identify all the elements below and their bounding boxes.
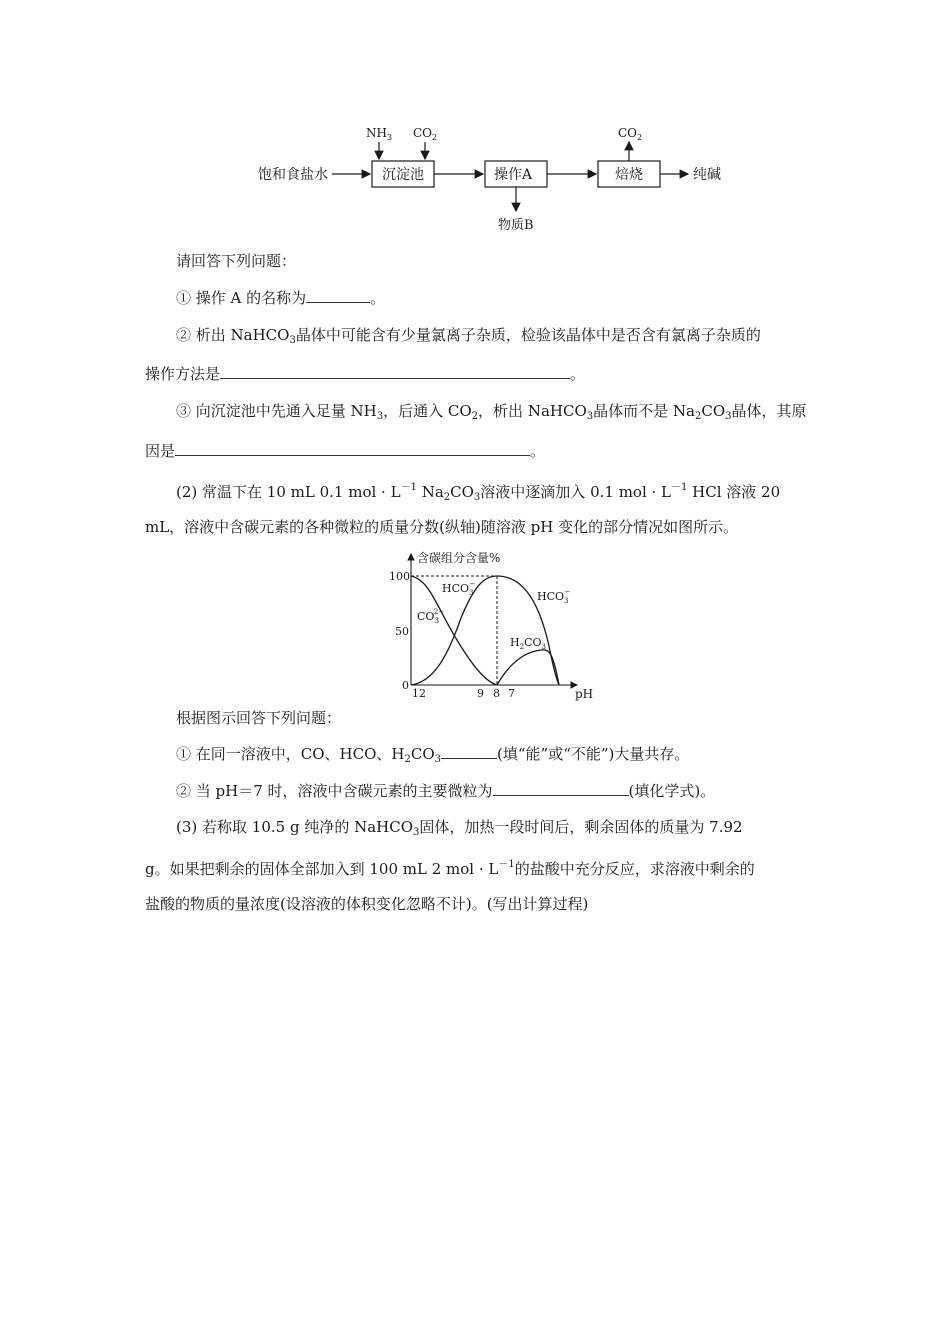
p2-l1-sup1: －1 bbox=[400, 482, 417, 493]
part2-q1-blank[interactable] bbox=[441, 744, 497, 759]
part2-q2-blank[interactable] bbox=[493, 781, 629, 796]
p2-l1-c: CO bbox=[450, 483, 474, 501]
box-calcine-label: 焙烧 bbox=[615, 167, 643, 183]
p2-l1-a: (2) 常温下在 10 mL 0.1 mol · L bbox=[176, 483, 401, 501]
flow-input-label: 饱和食盐水 bbox=[258, 167, 328, 183]
co2-in-label: $CO_2$ bbox=[413, 126, 438, 142]
q3-a-sub: 3 bbox=[376, 411, 384, 422]
part2-line2: mL，溶液中含碳元素的各种微粒的质量分数(纵轴)随溶液 pH 变化的部分情况如图所示。 bbox=[145, 518, 739, 536]
label-carbonate: $CO_32-$ bbox=[417, 608, 445, 625]
part1-q1-end: 。 bbox=[370, 289, 386, 307]
q3-b: ，后通入 CO bbox=[383, 402, 472, 420]
y-tick-50: 50 bbox=[395, 625, 409, 638]
p2-l1-sup2: －1 bbox=[671, 482, 688, 493]
q3-b-sub: 2 bbox=[471, 411, 479, 422]
p2-l1-d: 溶液中逐滴加入 0.1 mol · L bbox=[480, 483, 672, 501]
part1-q2-line1 bbox=[176, 324, 810, 352]
part2-q1 bbox=[176, 743, 810, 771]
q3-c: ，析出 NaHCO bbox=[478, 402, 587, 420]
part3-line1 bbox=[176, 816, 810, 844]
box-precipitation-tank-label: 沉淀池 bbox=[382, 167, 424, 183]
part3-line2 bbox=[145, 854, 810, 880]
p2-q2-end: (填化学式)。 bbox=[628, 782, 716, 800]
part1-q3-line1 bbox=[176, 400, 810, 428]
part2-line1 bbox=[176, 477, 810, 509]
co2-out-label: $CO_2$ bbox=[618, 126, 643, 142]
p2-q1-end: (填“能”或“不能”)大量共存。 bbox=[497, 745, 690, 763]
part3-line3: 盐酸的物质的量浓度(设溶液的体积变化忽略不计)。(写出计算过程) bbox=[145, 895, 589, 913]
flow-output-label: 纯碱 bbox=[693, 167, 721, 183]
p2-l1-e: HCl 溶液 20 bbox=[687, 483, 781, 501]
p3-l2-sup: －1 bbox=[498, 859, 515, 870]
p3-l1-b: 固体，加热一段时间后，剩余固体的质量为 7.92 bbox=[419, 818, 743, 836]
q3-c-sub: 3 bbox=[586, 411, 594, 422]
q3-a: ③ 向沉淀池中先通入足量 NH bbox=[176, 402, 377, 420]
p2-q1-a: ① 在同一溶液中，CO、HCO、H bbox=[176, 745, 405, 763]
part2-q2 bbox=[176, 780, 810, 802]
byproduct-label: 物质B bbox=[498, 218, 534, 233]
part1-q1 bbox=[176, 287, 810, 309]
q2-line2-text: 操作方法是 bbox=[145, 365, 221, 383]
part2-intro: 根据图示回答下列问题： bbox=[176, 709, 342, 727]
q3-end: 。 bbox=[530, 442, 546, 460]
nh3-label: $NH_3$ bbox=[366, 126, 393, 142]
p2-q1-sub2: 3 bbox=[434, 754, 442, 765]
p2-q2-a: ② 当 pH＝7 时，溶液中含碳元素的主要微粒为 bbox=[176, 782, 493, 800]
process-flowchart bbox=[240, 115, 740, 235]
part1-q2-line2 bbox=[145, 363, 810, 385]
p2-l1-sub1: 2 bbox=[443, 492, 451, 503]
p3-l2-a: g。如果把剩余的固体全部加入到 100 mL 2 mol · L bbox=[145, 860, 499, 878]
part1-q2-blank[interactable] bbox=[220, 364, 570, 379]
q2-sub: 3 bbox=[289, 335, 296, 346]
q3-e-sub: 3 bbox=[725, 411, 732, 422]
part1-intro: 请回答下列问题： bbox=[176, 252, 297, 270]
q3-f: 晶体，其原 bbox=[731, 402, 807, 420]
y-tick-100: 100 bbox=[389, 570, 410, 583]
q2-text: ② 析出 NaHCO bbox=[176, 326, 290, 344]
x-tick-9: 9 bbox=[477, 687, 484, 700]
x-tick-8: 8 bbox=[493, 687, 500, 700]
label-bicarbonate-right: $HCO_3-$ bbox=[537, 588, 571, 605]
part1-q1-text: ① 操作 A 的名称为 bbox=[176, 289, 307, 307]
x-tick-7: 7 bbox=[508, 687, 515, 700]
q3-d-sub: 2 bbox=[694, 411, 702, 422]
p3-l1-sub: 3 bbox=[413, 827, 420, 838]
label-bicarbonate-left: $HCO_3-$ bbox=[442, 580, 476, 597]
curve-carbonic-acid bbox=[497, 650, 559, 685]
part1-q1-blank[interactable] bbox=[306, 288, 370, 303]
p2-l1-b: Na bbox=[416, 483, 444, 501]
box-operation-a-label: 操作A bbox=[494, 167, 533, 183]
label-carbonic-acid: $H_2CO_3$ bbox=[510, 636, 546, 651]
p3-l2-b: 的盐酸中充分反应，求溶液中剩余的 bbox=[514, 860, 755, 878]
x-tick-12: 12 bbox=[412, 687, 426, 700]
p2-q1-b: CO bbox=[410, 745, 435, 763]
q2-rest: 晶体中可能含有少量氯离子杂质，检验该晶体中是否含有氯离子杂质的 bbox=[295, 326, 761, 344]
q3-line2-text: 因是 bbox=[145, 442, 176, 460]
q2-end: 。 bbox=[570, 365, 586, 383]
p2-q1-sub1: 2 bbox=[404, 754, 411, 765]
part1-q3-blank[interactable] bbox=[175, 441, 530, 456]
q3-e: CO bbox=[701, 402, 726, 420]
p2-l1-sub2: 3 bbox=[473, 492, 481, 503]
q3-d: 晶体而不是 Na bbox=[593, 402, 695, 420]
part1-q3-line2 bbox=[145, 440, 810, 462]
x-axis-label: pH bbox=[575, 687, 594, 701]
p3-l1-a: (3) 若称取 10.5 g 纯净的 NaHCO bbox=[176, 818, 414, 836]
y-axis-label: 含碳组分含量% bbox=[417, 551, 501, 565]
y-tick-0: 0 bbox=[402, 679, 409, 692]
carbon-species-chart bbox=[375, 548, 605, 706]
